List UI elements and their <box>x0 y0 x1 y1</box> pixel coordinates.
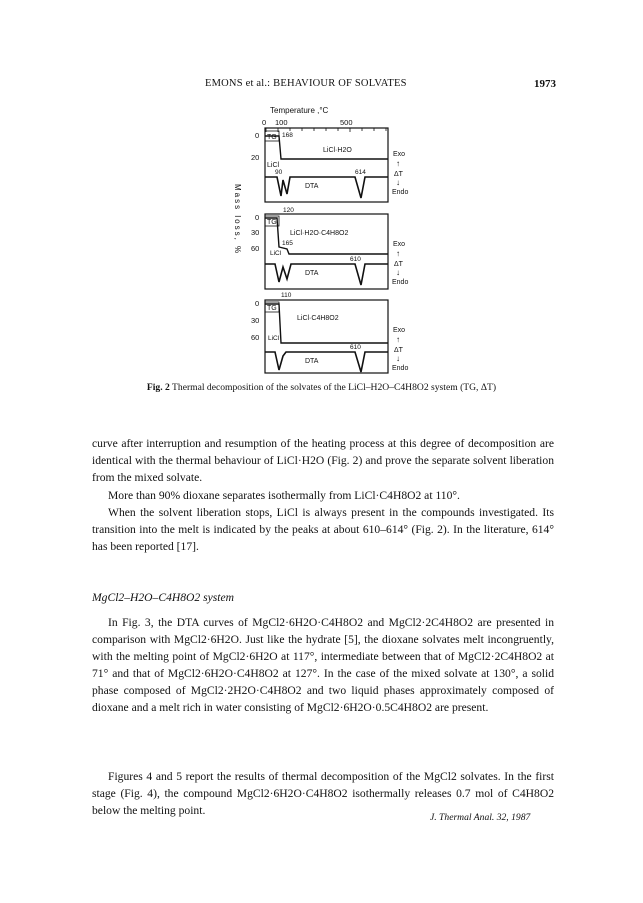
panel-1-arrow-down: ↓ <box>396 178 400 187</box>
panel-3-dt: ΔT <box>394 347 403 354</box>
figure-2 <box>195 104 455 374</box>
top-tick-100: 100 <box>275 118 288 127</box>
panel-2-dt: ΔT <box>394 261 403 268</box>
figure-2-plot <box>195 104 455 374</box>
panel-1-dta-peak: 614 <box>355 169 366 176</box>
panel-2-endo: Endo <box>392 279 409 286</box>
panel-2-residue: LiCl <box>270 250 282 257</box>
panel-1-arrow-up: ↑ <box>396 159 400 168</box>
panel-2-temp-120: 120 <box>283 207 294 214</box>
top-tick-500: 500 <box>340 118 353 127</box>
top-axis-label: Temperature ,°C <box>270 106 329 115</box>
panel-1-temp-90: 90 <box>275 169 283 176</box>
panel-3-tick-30: 30 <box>251 316 260 325</box>
panel-1-exo: Exo <box>393 151 406 158</box>
panel-1-dta: DTA <box>305 183 319 190</box>
panel-3-tick-0: 0 <box>255 299 260 308</box>
page-header <box>0 78 643 94</box>
panel-2-tg: TG <box>267 219 277 226</box>
paragraph-1: curve after interruption and resumption of the heating process at this degree of decomposition are identical with the thermal behaviour of LiCl·H2O (Fig. 2) and prove the separate solvent liberation from the mixed solvate. <box>92 437 554 484</box>
panel-3-tick-60: 60 <box>251 333 260 342</box>
panel-3-dta: DTA <box>305 358 319 365</box>
panel-2-tick-0: 0 <box>255 213 260 222</box>
paragraph-6: Figures 4 and 5 report the results of thermal decomposition of the MgCl2 solvates. In the first stage (Fig. 4), the compound MgCl2·6H2O·C4H8O2 isothermally releases 0.7 mol of C4H8O2 below the melting point. <box>92 770 554 817</box>
panel-2 <box>251 207 408 289</box>
panel-3-compound: LiCl·C4H8O2 <box>297 315 339 322</box>
panel-3-arrow-down: ↓ <box>396 354 400 363</box>
panel-1 <box>251 128 408 202</box>
section-title: MgCl2–H2O–C4H8O2 system <box>92 591 235 604</box>
paragraph-3: When the solvent liberation stops, LiCl is always present in the compounds investigated. Its transition into the melt is indicated by the peaks at about 610–614° (Fig. 2). In the literature, 614° has been reported [17]. <box>92 506 554 553</box>
panel-3-dta-curve <box>265 352 388 372</box>
paragraph-5: In Fig. 3, the DTA curves of MgCl2·6H2O·C4H8O2 and MgCl2·2C4H8O2 are presented in comparison with MgCl2·6H2O. Just like the hydrate [5], the dioxane solvates melt incongruently, with the melting point of MgCl2·6H2O at 117°, intermediate between that of MgCl2·2C4H8O2 at 71° and that of MgCl2·6H2O·C4H8O2 at 127°. In the case of the mixed solvate at 130°, a solid phase composed of MgCl2·2H2O·C4H8O2 and two liquid phases approximately composed of dioxane and a melt rich in water consisting of MgCl2·6H2O·0.5C4H8O2 are present. <box>92 616 554 714</box>
running-head: EMONS et al.: BEHAVIOUR OF SOLVATES <box>205 78 407 89</box>
panel-1-dt: ΔT <box>394 171 403 178</box>
page-number: 1973 <box>534 78 556 90</box>
panel-1-tick-20: 20 <box>251 153 260 162</box>
panel-1-dta-curve <box>265 177 388 198</box>
top-tick-0: 0 <box>262 118 267 127</box>
panel-2-compound: LiCl·H2O·C4H8O2 <box>290 230 349 237</box>
panel-3-tg: TG <box>267 305 277 312</box>
panel-1-tick-0: 0 <box>255 131 260 140</box>
panel-2-exo: Exo <box>393 241 406 248</box>
panel-3-exo: Exo <box>393 327 406 334</box>
figure-caption <box>0 382 643 393</box>
panel-3-temp-110: 110 <box>281 292 292 299</box>
panel-1-temp-168: 168 <box>282 132 293 139</box>
y-axis-label: Mass loss, % <box>233 184 242 256</box>
paragraph-2: More than 90% dioxane separates isothermally from LiCl·C4H8O2 at 110°. <box>108 489 460 502</box>
panel-1-compound: LiCl·H2O <box>323 147 352 154</box>
panel-2-temp-165: 165 <box>282 240 293 247</box>
panel-2-arrow-up: ↑ <box>396 249 400 258</box>
panel-2-tick-30: 30 <box>251 228 260 237</box>
panel-2-dta: DTA <box>305 270 319 277</box>
footer-journal: J. Thermal Anal. 32, 1987 <box>430 812 531 823</box>
caption-text: Thermal decomposition of the solvates of the LiCl–H2O–C4H8O2 system (TG, ΔT) <box>169 382 497 393</box>
panel-2-tick-60: 60 <box>251 244 260 253</box>
panel-2-dta-curve <box>265 264 388 285</box>
panel-1-residue: LiCl <box>267 162 280 169</box>
panel-1-tg: TG <box>267 134 277 141</box>
panel-3 <box>251 292 408 373</box>
panel-2-arrow-down: ↓ <box>396 268 400 277</box>
panel-3-residue: LiCl <box>268 335 280 342</box>
panel-3-tg-curve <box>265 304 388 343</box>
panel-2-dta-peak: 610 <box>350 256 361 263</box>
panel-3-dta-peak: 610 <box>350 344 361 351</box>
panel-3-endo: Endo <box>392 365 409 372</box>
caption-label: Fig. 2 <box>146 382 170 393</box>
panel-1-endo: Endo <box>392 189 409 196</box>
panel-3-arrow-up: ↑ <box>396 335 400 344</box>
